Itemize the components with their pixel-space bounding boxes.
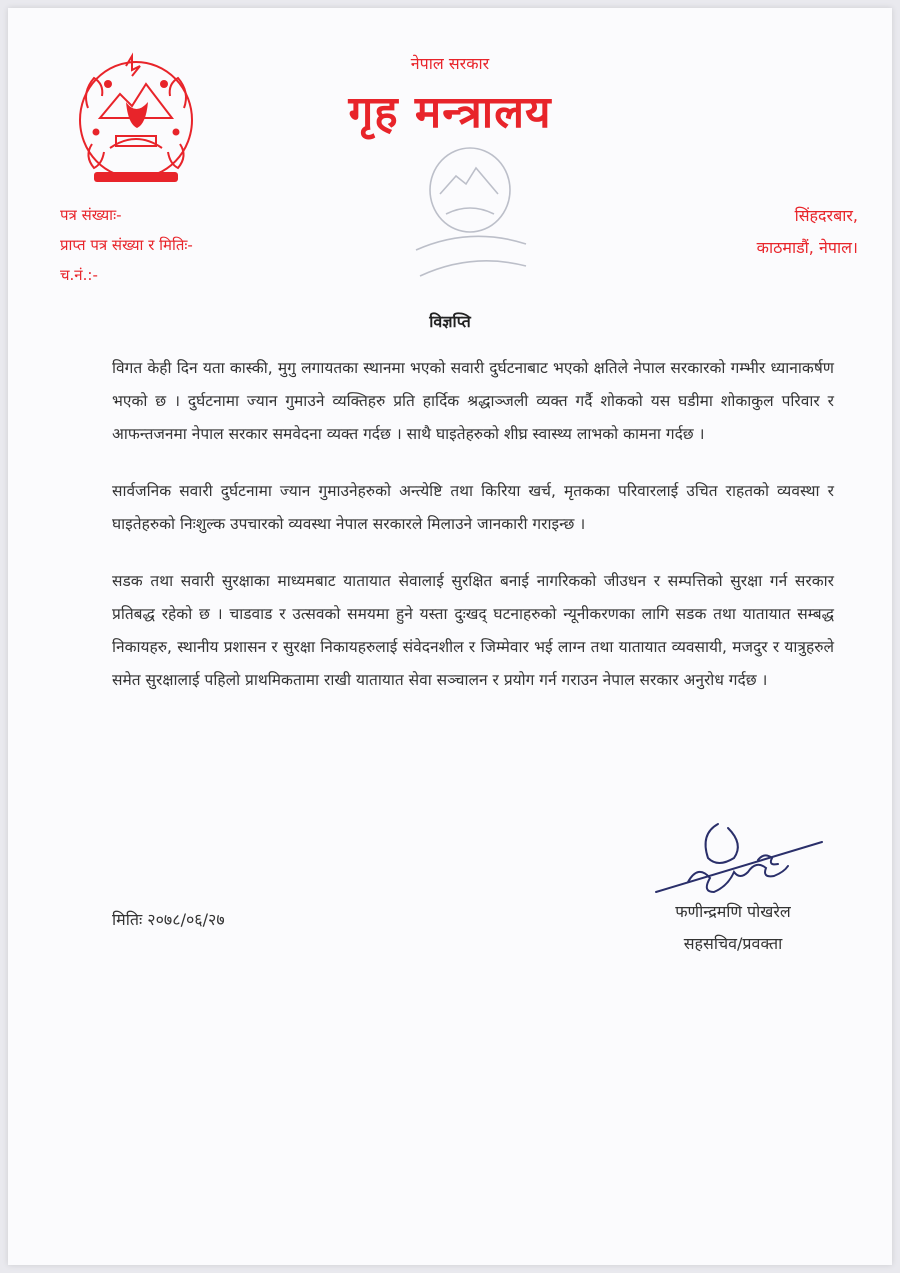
reference-block [60, 200, 193, 290]
signatory-designation: सहसचिव/प्रवक्ता [683, 934, 783, 953]
seal-watermark-icon [406, 138, 536, 288]
received-letter-label: प्राप्त पत्र संख्या र मितिः- [60, 236, 193, 254]
notice-date: मितिः २०७८/०६/२७ [112, 910, 225, 929]
address-block [757, 200, 858, 264]
paragraph-2: सार्वजनिक सवारी दुर्घटनामा ज्यान गुमाउनेहरुको अन्त्येष्टि तथा किरिया खर्च, मृतकका परिवारलाई उचित राहतको व्यवस्था र घाइतेहरुको निःशुल्क उपचारको व्यवस्था नेपाल सरकारले मिलाउने जानकारी गराइन्छ । [112, 482, 834, 533]
paragraph-1: विगत केही दिन यता कास्की, मुगु लगायतका स्थानमा भएको सवारी दुर्घटनाबाट भएको क्षतिले नेपाल सरकारको गम्भीर ध्यानाकर्षण भएको छ । दुर्घटनामा ज्यान गुमाउने व्यक्तिहरु प्रति हार्दिक श्रद्धाञ्जली व्यक्त गर्दै शोकको यस घडीमा शोकाकुल परिवार र आफन्तजनमा नेपाल सरकार समवेदना व्यक्त गर्दछ । साथै घाइतेहरुको शीघ्र स्वास्थ्य लाभको कामना गर्दछ । [112, 359, 834, 443]
dispatch-number-label: च.नं.:- [60, 266, 98, 284]
signatory-block [638, 896, 828, 960]
signatory-name: फणीन्द्रमणि पोखरेल [675, 902, 791, 921]
paragraph-3: सडक तथा सवारी सुरक्षाका माध्यमबाट यातायात सेवालाई सुरक्षित बनाई नागरिकको जीउधन र सम्पत्तिको सुरक्षा गर्न सरकार प्रतिबद्ध रहेको छ । चाडवाड र उत्सवको समयमा हुने यस्ता दुःखद् घटनाहरुको न्यूनीकरणका लागि सडक तथा यातायात सम्बद्ध निकायहरु, स्थानीय प्रशासन र सुरक्षा निकायहरुलाई संवेदनशील र जिम्मेवार भई लाग्न तथा यातायात व्यवसायी, मजदुर र यात्रुहरुले समेत सुरक्षालाई पहिलो प्राथमिकतामा राखी यातायात सेवा सञ्चालन र प्रयोग गर्न गराउन नेपाल सरकार अनुरोध गर्दछ । [112, 572, 834, 689]
government-name: नेपाल सरकार [410, 54, 490, 73]
notice-title: विज्ञप्ति [429, 312, 471, 331]
notice-body [112, 352, 834, 721]
address-line-1: सिंहदरबार, [794, 206, 858, 225]
handwritten-signature-icon [648, 816, 828, 906]
letter-page [8, 8, 892, 1265]
address-line-2: काठमाडौं, नेपाल। [756, 238, 858, 257]
letter-number-label: पत्र संख्याः- [60, 206, 122, 224]
ministry-title: गृह मन्त्रालय [348, 87, 552, 138]
